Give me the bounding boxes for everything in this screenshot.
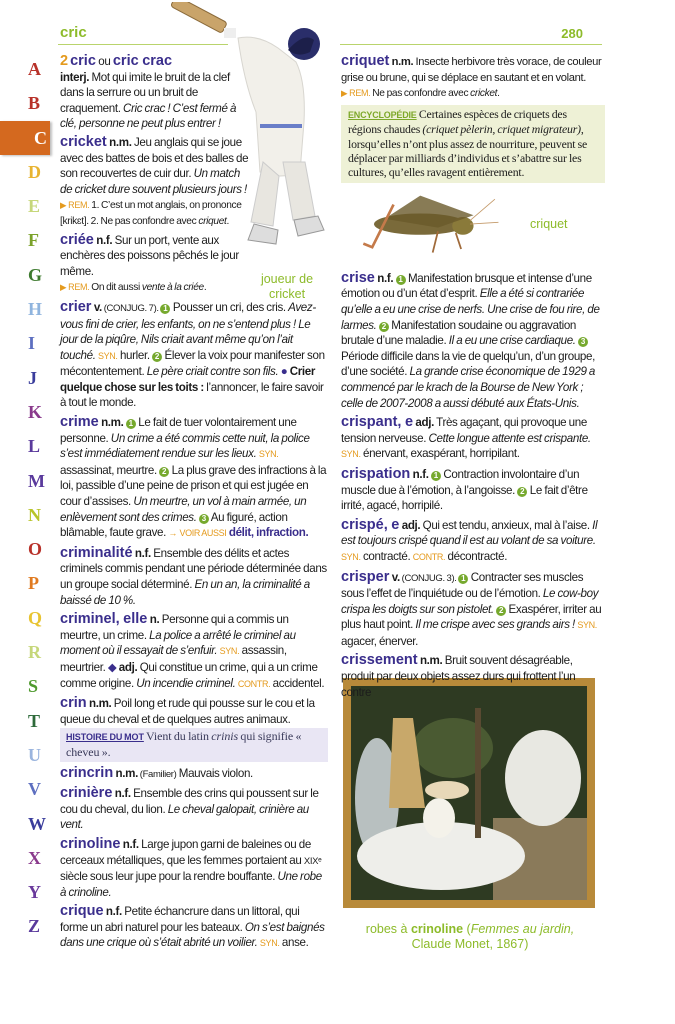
headword: cric crac xyxy=(112,53,173,69)
entry-crime xyxy=(60,415,328,542)
diamond-icon: ◆ xyxy=(107,660,117,674)
headword: crinoline xyxy=(60,835,121,852)
remark: Ne pas confondre avec xyxy=(370,88,471,100)
definition: Qui constitue un crime, qui a un crime comme origine. xyxy=(60,660,318,690)
alphabet-tab-p[interactable]: P xyxy=(28,573,39,594)
example: Cric crac ! C’est fermé à clé, personne ne peut plus entrer ! xyxy=(60,101,237,131)
syn-label: SYN. xyxy=(341,449,361,460)
sense: Contracter ses muscles sous l’effet de l’inquiétude ou de l’émotion. xyxy=(341,570,584,601)
histoire-du-mot-box xyxy=(60,728,328,761)
histoire-label: HISTOIRE DU MOT xyxy=(66,732,144,743)
sense: Manifestation brusque et intense d’une émotion ou d’un état d’esprit. xyxy=(341,271,592,301)
headword: crise xyxy=(341,269,375,286)
grammar: n.m. xyxy=(113,766,138,780)
alphabet-tab-x[interactable]: X xyxy=(28,847,41,868)
entry-crispation xyxy=(341,467,605,514)
voir-aussi-label: VOIR AUSSI xyxy=(179,528,227,539)
alphabet-tab-n[interactable]: N xyxy=(28,504,41,525)
headword: crispé, e xyxy=(341,516,400,533)
headword: crier xyxy=(60,298,92,315)
encyclopedie-label: ENCYCLOPÉDIE xyxy=(348,109,417,120)
phrase-definition: l’annoncer, le faire savoir à tout le monde. xyxy=(60,380,324,410)
page-number: 280 xyxy=(561,26,583,41)
contr-label: CONTR. xyxy=(237,678,271,689)
conjugation: (CONJUG. 3). xyxy=(399,572,459,584)
alphabet-tab-y[interactable]: Y xyxy=(28,882,41,903)
alphabet-tab-c[interactable]: C xyxy=(0,121,50,155)
sense-number-2: 2 xyxy=(152,352,162,362)
rem-label: REM. xyxy=(68,282,90,293)
headword: crispant, e xyxy=(341,414,414,431)
entry-crinoline xyxy=(60,837,328,900)
grammar: n.f. xyxy=(103,905,122,919)
example: La grande crise économique de 1929 a commencé par le krach de la Bourse de New York ; celle de 2007-2008 a aussi débuté aux États-Unis. xyxy=(341,365,596,410)
alphabet-tab-g[interactable]: G xyxy=(28,264,43,285)
encyclopedia-text: Certaines espèces de criquets des régions chaudes xyxy=(348,106,567,137)
headword: crinière xyxy=(60,785,113,802)
remark: 1. C’est un mot anglais, on prononce [krikɛt]. 2. Ne pas confondre avec xyxy=(60,200,242,227)
definition: Qui est tendu, anxieux, mal à l’aise. xyxy=(420,518,593,532)
entry-cric xyxy=(60,54,242,132)
alphabet-tab-a[interactable]: A xyxy=(28,59,41,79)
definition: Large jupon garni de baleines ou de cerceaux métalliques, que les femmes portaient au xyxy=(60,837,311,867)
headword: criminalité xyxy=(60,544,133,561)
register-note: (Familier) xyxy=(138,768,177,780)
definition: Très agaçant, qui provoque une tension nerveuse. xyxy=(341,416,587,445)
caption-text: robes à xyxy=(365,922,411,936)
remark-example: vente à la criée xyxy=(141,282,204,294)
synonyms: contracté. xyxy=(360,549,413,563)
definition: Personne qui a commis un meurtre, un crime. xyxy=(60,613,289,642)
definition: Sur un port, vente aux enchères des poissons pêchés le jour même. xyxy=(60,233,239,278)
entry-crique xyxy=(60,904,328,952)
punctuation: . xyxy=(203,282,207,294)
sense-number-2: 2 xyxy=(159,467,169,477)
alphabet-tab-w[interactable]: W xyxy=(28,813,46,834)
contr-label: CONTR. xyxy=(412,551,446,562)
left-column xyxy=(60,54,328,956)
sense: La plus grave des infractions à la loi, passible d’une peine de prison et qui est jugée en cour d’assises. xyxy=(60,463,327,509)
headword: crissement xyxy=(341,652,418,669)
sense: Période difficile dans la vie de quelqu’un, d’un groupe, d’une société. xyxy=(341,349,595,379)
sense-number-1: 1 xyxy=(458,574,468,584)
entry-criniere xyxy=(60,786,328,833)
alphabet-tab-h[interactable]: H xyxy=(28,299,43,320)
definition: Mauvais violon. xyxy=(176,766,253,780)
homograph-number: 2 xyxy=(60,53,68,69)
alphabet-tab-o[interactable]: O xyxy=(28,539,43,560)
example: Un match de cricket dure souvent plusieurs jours ! xyxy=(60,167,247,196)
punctuation: . xyxy=(226,215,229,227)
grammar: adj. xyxy=(413,416,434,430)
headword: crisper xyxy=(341,568,390,585)
caption-text: ( xyxy=(463,922,471,936)
headword: crincrin xyxy=(60,764,114,781)
headword: criminel, elle xyxy=(60,611,148,628)
sense-number-1: 1 xyxy=(431,471,441,481)
example: Il me crispe avec ses grands airs ! xyxy=(415,618,575,632)
alphabet-index xyxy=(0,52,56,944)
syn-label: SYN. xyxy=(577,620,597,631)
remark-example: cricket xyxy=(470,88,498,100)
grammar: n.f. xyxy=(93,233,113,247)
sense: Au figuré, action blâmable, faute grave. xyxy=(60,510,288,540)
grammar: v. xyxy=(91,300,102,314)
grammar: n.f. xyxy=(410,467,432,481)
remark-example: criquet xyxy=(198,215,227,227)
etymology: Vient du latin xyxy=(143,729,212,744)
arrow-icon: → xyxy=(168,528,178,539)
rem-label: REM. xyxy=(68,200,90,211)
sense-number-1: 1 xyxy=(126,419,136,429)
grammar: interj. xyxy=(60,70,90,84)
alphabet-tab-e[interactable]: E xyxy=(28,196,41,217)
antonym: décontracté. xyxy=(445,549,508,563)
etymology: qui signifie « cheveu ». xyxy=(66,729,302,759)
alphabet-tab-v[interactable]: V xyxy=(28,779,41,800)
sense: Élever la voix pour manifester son mécontentement. xyxy=(60,348,325,379)
entry-criminel xyxy=(60,612,328,692)
sense: Pousser un cri, des cris. xyxy=(170,300,289,314)
example: Un meurtre, un vol à main armée, un enlèvement sont des crimes. xyxy=(60,495,307,524)
conjugation: (CONJUG. 7). xyxy=(101,302,161,314)
grammar: n.m. xyxy=(86,697,112,711)
example: Il a eu une crise cardiaque. xyxy=(448,334,576,348)
definition: Bruit souvent désagréable, produit par deux objets assez durs qui frottent l’un contre xyxy=(341,654,576,699)
headword: crispation xyxy=(341,465,411,482)
entry-crin xyxy=(60,696,328,761)
caption-title: Femmes au jardin, xyxy=(470,922,575,936)
sense-number-1: 1 xyxy=(160,304,170,314)
grammar: v. xyxy=(389,570,400,584)
grammar: n.f. xyxy=(374,271,396,285)
sense-number-2: 2 xyxy=(379,322,389,332)
entry-criee xyxy=(60,233,252,296)
sense: Exaspérer, irriter au plus haut point. xyxy=(341,602,602,632)
syn-label: SYN. xyxy=(341,551,361,562)
criquet-caption: criquet xyxy=(530,217,568,231)
alphabet-tab-q[interactable]: Q xyxy=(28,607,43,628)
definition: Insecte herbivore très vorace, de couleur grise ou brune, qui se déplace en sautant et en volant. xyxy=(341,56,602,84)
grammar: n.m. xyxy=(389,56,414,68)
definition: siècle sous leur jupe pour la rendre bouffante. xyxy=(60,870,278,884)
synonyms: agacer, énerver. xyxy=(341,634,419,648)
definition: Poil long et rude qui pousse sur le cou et la queue du cheval et de quelques autres animaux. xyxy=(60,697,315,726)
sense-number-3: 3 xyxy=(199,514,209,524)
cricket-caption: joueur de cricket xyxy=(260,272,314,301)
grammar: adj. xyxy=(116,660,138,674)
caption-artist: Claude Monet, 1867) xyxy=(411,937,529,951)
alphabet-tab-l[interactable]: L xyxy=(28,436,41,457)
entry-crissement xyxy=(341,653,605,700)
painting-caption xyxy=(345,922,595,952)
synonyms: anse. xyxy=(279,936,309,950)
grammar: n.m. xyxy=(98,416,126,430)
century: XIXᵉ xyxy=(303,855,322,867)
antonym: accidentel. xyxy=(270,676,325,690)
example: Une robe à crinoline. xyxy=(60,870,322,899)
header-rule-right xyxy=(340,44,602,45)
alphabet-tab-z[interactable]: Z xyxy=(28,916,41,937)
sense-number-1: 1 xyxy=(396,275,406,285)
entry-criquet xyxy=(341,54,605,183)
rem-arrow-icon: ▶ xyxy=(341,88,348,99)
example: Le cow-boy crispa les doigts sur son pistolet. xyxy=(341,587,599,616)
example: Elle a été si contrariée qu’elle a eu une crise de nerfs. Une crise de fou rire, de larmes. xyxy=(341,287,600,332)
bullet-icon: ● xyxy=(280,365,288,379)
monet-painting-image xyxy=(343,678,595,908)
entry-crisper xyxy=(341,570,605,650)
example: Avez-vous fini de crier, les enfants, on ne s’entend plus ! Le jour de la piqûre, Nils criait avant même qu’on l’ait touché. xyxy=(60,300,316,362)
example: La police a arrêté le criminel au moment où il essayait de s’enfuir. xyxy=(60,628,296,658)
running-head: cric xyxy=(60,24,87,41)
alphabet-tab-m[interactable]: M xyxy=(28,470,45,491)
grammar: adj. xyxy=(399,518,421,532)
headword: cricket xyxy=(60,133,107,150)
grammar: n. xyxy=(147,613,160,627)
remark: On dit aussi xyxy=(89,282,142,294)
entry-crise xyxy=(341,271,605,411)
etymology-word: crinis xyxy=(211,729,239,744)
cross-reference-links[interactable]: délit, infraction. xyxy=(228,526,309,540)
headword: criquet xyxy=(341,53,390,69)
sense: Contraction involontaire d’un muscle due à l’émotion, à l’angoisse. xyxy=(341,467,580,497)
synonyms: assassinat, meurtre. xyxy=(60,463,160,477)
rem-label: REM. xyxy=(349,88,371,99)
caption-keyword: crinoline xyxy=(410,922,464,936)
grammar: n.m. xyxy=(106,135,132,149)
headword: crime xyxy=(60,414,99,431)
alphabet-tab-j[interactable]: J xyxy=(28,367,37,388)
syn-label: SYN. xyxy=(258,449,279,460)
phrase: Crier quelque chose sur les toits : xyxy=(60,365,316,394)
alphabet-tab-f[interactable]: F xyxy=(28,230,39,251)
example: Un incendie criminel. xyxy=(136,676,236,690)
syn-label: SYN. xyxy=(97,350,118,361)
alphabet-tab-u[interactable]: U xyxy=(28,744,41,765)
headword: cric xyxy=(70,53,96,69)
entry-criminalite xyxy=(60,546,328,608)
alphabet-tab-i[interactable]: I xyxy=(28,333,36,354)
entry-cricket xyxy=(60,135,252,229)
grammar: n.f. xyxy=(120,837,139,851)
alphabet-tab-d[interactable]: D xyxy=(28,161,41,182)
grammar: n.f. xyxy=(112,787,131,801)
syn-label: SYN. xyxy=(219,646,240,657)
alphabet-tab-r[interactable]: R xyxy=(28,642,41,663)
definition: Ensemble des délits et actes criminels commis pendant une période déterminée dans un groupe social déterminé. xyxy=(60,546,327,591)
grammar: n.m. xyxy=(417,654,443,668)
alphabet-tab-k[interactable]: K xyxy=(28,401,43,422)
synonyms: assassin, meurtrier. xyxy=(60,644,287,674)
punctuation: . xyxy=(497,88,500,100)
example: Le cheval galopait, crinière au vent. xyxy=(60,802,309,832)
example: Le père criait contre son fils. xyxy=(146,365,279,379)
headword: crin xyxy=(60,695,87,712)
example: Un crime a été commis cette nuit, la police s’est immédiatement rendue sur les lieux. xyxy=(60,431,310,461)
entry-crispe xyxy=(341,518,605,566)
headword: criée xyxy=(60,231,94,248)
synonyms: énervant, exaspérant, horripilant. xyxy=(360,447,520,461)
headword: crique xyxy=(60,903,104,920)
sense: Le fait de tuer volontairement une personne. xyxy=(60,416,297,445)
syn-label: SYN. xyxy=(259,938,280,949)
entry-crier xyxy=(60,300,328,411)
example: On s’est baignés dans une crique où s’était abrité un voilier. xyxy=(60,920,325,950)
example: En un an, la criminalité a baissé de 10 %. xyxy=(60,578,310,607)
definition: Petite échancrure dans un littoral, qui forme un abri naturel pour les bateaux. xyxy=(60,905,300,934)
rem-arrow-icon: ▶ xyxy=(60,282,67,293)
synonyms: hurler. xyxy=(117,348,153,362)
definition: Ensemble des crins qui poussent sur le cou du cheval, du lion. xyxy=(60,787,319,816)
grammar: n.f. xyxy=(132,546,151,560)
definition: Mot qui imite le bruit de la clef dans la serrure ou un bruit de craquement. xyxy=(60,70,230,115)
sense-number-2: 2 xyxy=(517,487,527,497)
definition: Jeu anglais qui se joue avec des battes de bois et des balles de son recouvertes de cuir dur. xyxy=(60,135,249,181)
right-column xyxy=(341,54,605,704)
alphabet-tab-s[interactable]: S xyxy=(28,676,39,697)
sense: Le fait d’être irrité, agacé, horripilé. xyxy=(341,483,588,513)
sense-number-3: 3 xyxy=(578,337,588,347)
entry-crincrin xyxy=(60,766,328,783)
alphabet-tab-t[interactable]: T xyxy=(28,710,41,731)
rem-arrow-icon: ▶ xyxy=(60,200,67,211)
encyclopedia-text: , lorsqu’elles n’ont plus assez de nourriture, peuvent se déplacer par milliards d’individus et s’abattre sur les cultures, qu’elles ravagent entièrement. xyxy=(348,122,588,180)
encyclopedie-box xyxy=(341,105,605,183)
encyclopedia-example: (criquet pèlerin, criquet migrateur) xyxy=(422,122,581,137)
sense-number-2: 2 xyxy=(496,606,506,616)
example: Il est toujours crispé quand il est au volant de sa voiture. xyxy=(341,518,598,548)
entry-crispant xyxy=(341,415,605,463)
conjunction: ou xyxy=(95,55,113,68)
alphabet-tab-b[interactable]: B xyxy=(28,93,41,114)
sense: Manifestation soudaine ou aggravation brutale d’une maladie. xyxy=(341,318,577,348)
example: Cette longue attente est crispante. xyxy=(428,431,591,445)
